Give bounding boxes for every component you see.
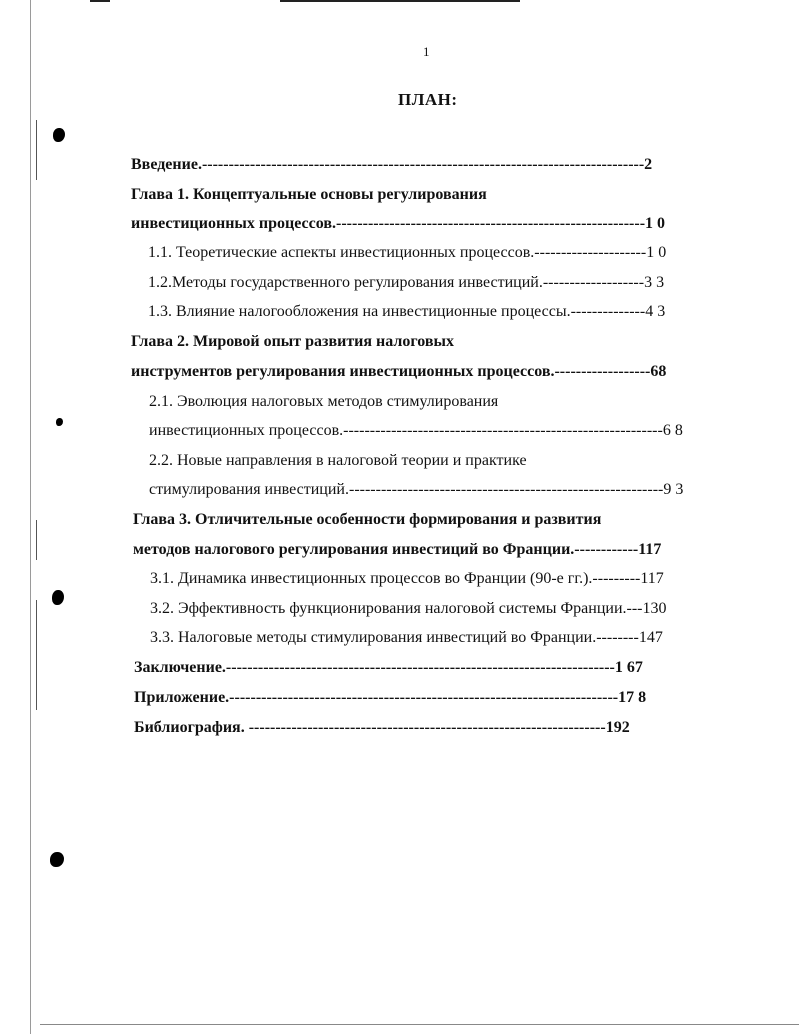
scan-edge-bottom [40,1024,799,1025]
toc-chapter-2-title: Глава 2. Мировой опыт развития налоговых [131,333,454,350]
toc-chapter-3-title-cont: методов налогового регулирования инвестиций во Франции.------------117 [133,541,662,558]
scan-edge-top-center [280,0,520,2]
toc-section-1-2: 1.2.Методы государственного регулирования инвестиций.-------------------3 3 [148,274,665,291]
punch-hole-mark [56,418,63,426]
toc-section-3-1: 3.1. Динамика инвестиционных процессов во Франции (90-е гг.).---------117 [150,570,664,587]
toc-section-1-3: 1.3. Влияние налогообложения на инвестиционные процессы.--------------4 3 [148,303,666,320]
toc-section-3-3: 3.3. Налоговые методы стимулирования инвестиций во Франции.--------147 [150,629,663,646]
scan-edge-mark [36,120,37,180]
page-title: ПЛАН: [398,90,458,109]
scan-edge-mark [36,600,37,710]
toc-chapter-1-title-cont: инвестиционных процессов.----------------------------------------------------------1 0 [131,215,666,232]
toc-intro: Введение.-----------------------------------------------------------------------------------2 [131,156,653,173]
toc-conclusion: Заключение.-------------------------------------------------------------------------1 67 [134,659,643,676]
toc-section-2-1: 2.1. Эволюция налоговых методов стимулирования [149,393,499,410]
toc-bibliography: Библиография. -------------------------------------------------------------------192 [134,719,630,736]
scan-edge-mark [36,520,37,560]
toc-chapter-3-title: Глава 3. Отличительные особенности формирования и развития [133,511,602,528]
toc-section-3-2: 3.2. Эффективность функционирования налоговой системы Франции.---130 [150,600,667,617]
toc-appendix: Приложение.-------------------------------------------------------------------------17 8 [134,689,647,706]
scan-edge-top-left [90,0,110,2]
toc-section-2-1-cont: инвестиционных процессов.------------------------------------------------------------6 8 [149,422,683,439]
toc-section-2-2: 2.2. Новые направления в налоговой теории и практике [149,452,527,469]
toc-section-2-2-cont: стимулирования инвестиций.-----------------------------------------------------------9 3 [149,481,684,498]
page-number: 1 [423,44,430,59]
punch-hole-mark [53,128,65,142]
punch-hole-mark [50,852,64,867]
scan-edge-left [30,0,31,1034]
punch-hole-mark [52,590,64,605]
toc-section-1-1: 1.1. Теоретические аспекты инвестиционных процессов.---------------------1 0 [148,244,667,261]
toc-chapter-1-title: Глава 1. Концептуальные основы регулирования [131,186,487,203]
toc-chapter-2-title-cont: инструментов регулирования инвестиционных процессов.------------------68 [131,363,667,380]
